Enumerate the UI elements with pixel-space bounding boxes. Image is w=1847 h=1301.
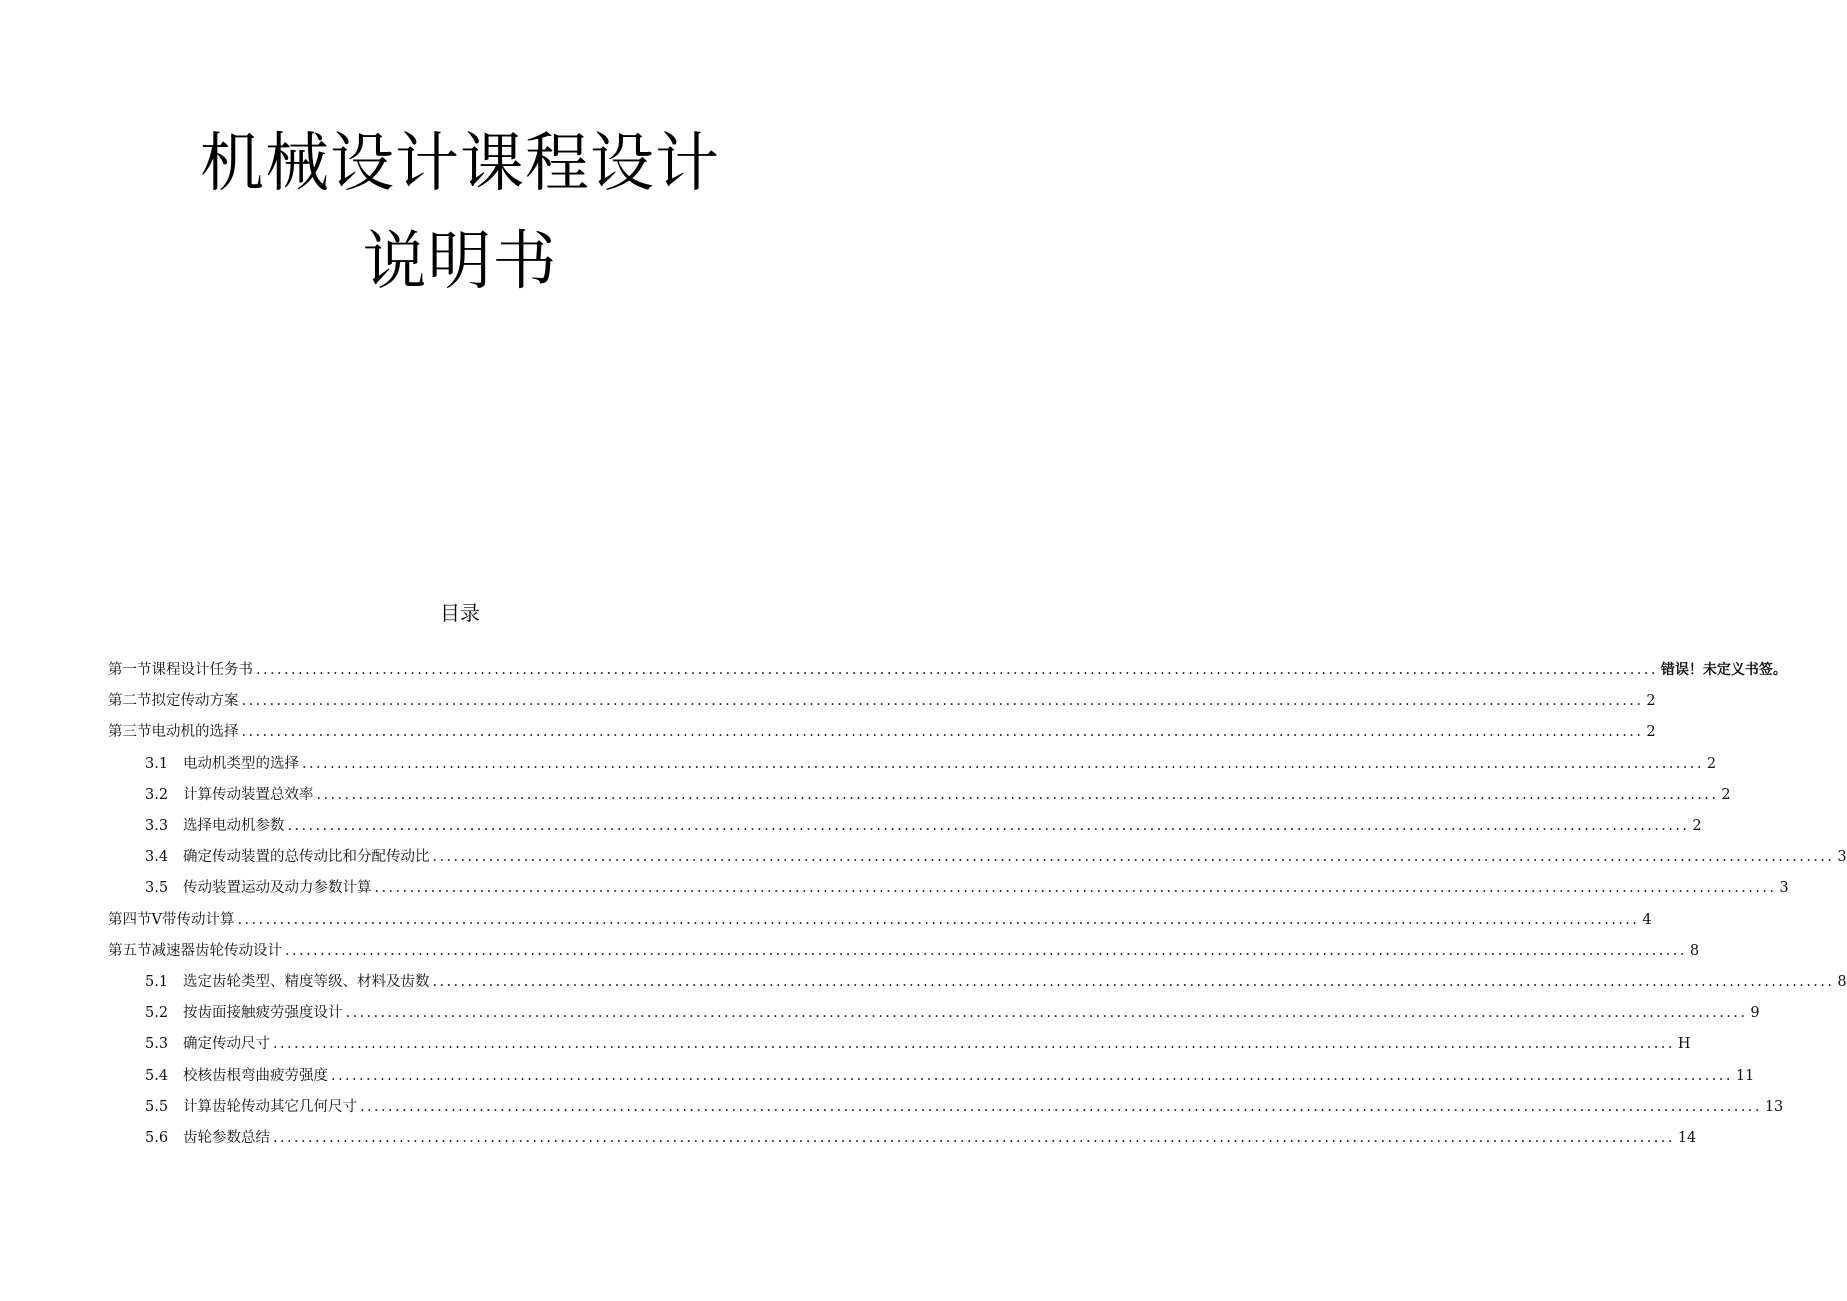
toc-dot-leader: ........................................................................................................................................................................................................ [241, 693, 1644, 710]
toc-entry-page: 4 [1642, 911, 1652, 928]
toc-entry-number: 3.3 [145, 818, 169, 834]
toc-dot-leader: ........................................................................................................................................................................................................ [241, 724, 1644, 741]
toc-dot-leader: ........................................................................................................................................................................................................ [316, 786, 1719, 803]
toc-entry-page: 8 [1689, 942, 1700, 959]
toc-entry-number: 3.5 [145, 880, 169, 897]
toc-entry[interactable] [108, 690, 1656, 712]
toc-entry-label: 传动装置运动及动力参数计算 [183, 880, 372, 897]
toc-entry-number: 5.6 [145, 1130, 169, 1146]
toc-entry[interactable] [108, 909, 1652, 931]
toc-entry-number: 3.2 [145, 786, 169, 803]
toc-entry-page: 2 [1646, 724, 1656, 741]
toc-entry-number: 3.1 [145, 755, 169, 772]
toc-entry-page: 8 [1837, 974, 1847, 990]
toc-heading: 目录 [440, 601, 480, 625]
toc-dot-leader: ........................................................................................................................................................................................................ [331, 1067, 1733, 1084]
toc-entry-number: 5.1 [145, 974, 169, 990]
toc-entry[interactable] [145, 846, 1847, 868]
toc-entry-label: 计算传动装置总效率 [183, 786, 314, 803]
toc-entry[interactable] [145, 877, 1789, 899]
toc-entry-page: 2 [1721, 786, 1731, 803]
toc-entry[interactable] [145, 1096, 1784, 1118]
toc-entry[interactable] [108, 940, 1700, 962]
toc-entry-page: H [1677, 1036, 1691, 1053]
toc-entry-page: 2 [1646, 693, 1656, 710]
document-subtitle: 说明书 [362, 225, 558, 299]
toc-entry-label: 计算齿轮传动其它几何尺寸 [183, 1098, 357, 1115]
toc-entry-label: 确定传动尺寸 [183, 1036, 270, 1053]
toc-entry-label: 齿轮参数总结 [183, 1130, 270, 1146]
toc-entry-page: 3 [1779, 880, 1789, 897]
toc-dot-leader: ........................................................................................................................................................................................................ [360, 1098, 1762, 1115]
toc-entry-page: 2 [1706, 755, 1717, 772]
toc-entry[interactable] [145, 1002, 1760, 1024]
toc-entry-page: 13 [1764, 1098, 1784, 1115]
toc-dot-leader: ........................................................................................................................................................................................................ [345, 1005, 1748, 1022]
toc-dot-leader: ........................................................................................................................................................................................................ [302, 755, 1704, 772]
toc-dot-leader: ........................................................................................................................................................................................................ [285, 942, 1687, 959]
toc-entry-label: 第三节电动机的选择 [108, 724, 239, 741]
toc-dot-leader: ........................................................................................................................................................................................................ [432, 974, 1835, 990]
toc-entry-page: 3 [1837, 849, 1847, 866]
toc-entry[interactable] [108, 721, 1656, 743]
toc-entry[interactable] [145, 815, 1702, 837]
toc-entry-page: 14 [1677, 1130, 1697, 1146]
toc-entry-number: 5.4 [145, 1067, 169, 1084]
toc-entry-label: 电动机类型的选择 [183, 755, 299, 772]
toc-entry-number: 5.2 [145, 1005, 169, 1022]
toc-dot-leader: ........................................................................................................................................................................................................ [237, 911, 1640, 928]
toc-dot-leader: ........................................................................................................................................................................................................ [287, 818, 1690, 834]
toc-dot-leader: ........................................................................................................................................................................................................ [256, 662, 1658, 678]
toc-entry-number: 5.3 [145, 1036, 169, 1053]
toc-entry[interactable] [145, 1065, 1755, 1087]
toc-entry-number: 5.5 [145, 1098, 169, 1115]
toc-entry-page: 错误！未定义书签。 [1660, 662, 1787, 678]
toc-entry[interactable] [145, 784, 1731, 806]
toc-entry-label: 校核齿根弯曲疲劳强度 [183, 1067, 328, 1084]
toc-entry-label: 按齿面接触疲劳强度设计 [183, 1005, 343, 1022]
toc-entry[interactable] [145, 753, 1717, 775]
toc-entry[interactable] [145, 971, 1847, 993]
toc-entry-label: 选定齿轮类型、精度等级、材料及齿数 [183, 974, 430, 990]
toc-entry-label: 确定传动装置的总传动比和分配传动比 [183, 849, 430, 866]
toc-entry-label: 第五节减速器齿轮传动设计 [108, 942, 282, 959]
toc-dot-leader: ........................................................................................................................................................................................................ [432, 849, 1835, 866]
toc-entry-label: 第四节V带传动计算 [108, 911, 235, 928]
toc-dot-leader: ........................................................................................................................................................................................................ [273, 1036, 1675, 1053]
toc-entry-page: 9 [1750, 1005, 1760, 1022]
toc-dot-leader: ........................................................................................................................................................................................................ [273, 1130, 1675, 1146]
toc-entry-label: 第一节课程设计任务书 [108, 662, 253, 678]
toc-entry-page: 11 [1735, 1067, 1755, 1084]
toc-entry[interactable] [145, 1033, 1691, 1055]
toc-entry-number: 3.4 [145, 849, 169, 866]
toc-entry-page: 2 [1692, 818, 1702, 834]
toc-entry-label: 第二节拟定传动方案 [108, 693, 239, 710]
toc-entry-label: 选择电动机参数 [183, 818, 285, 834]
document-title: 机械设计课程设计 [200, 127, 720, 201]
toc-entry[interactable] [108, 659, 1787, 681]
toc-dot-leader: ........................................................................................................................................................................................................ [374, 880, 1777, 897]
toc-entry[interactable] [145, 1127, 1697, 1149]
